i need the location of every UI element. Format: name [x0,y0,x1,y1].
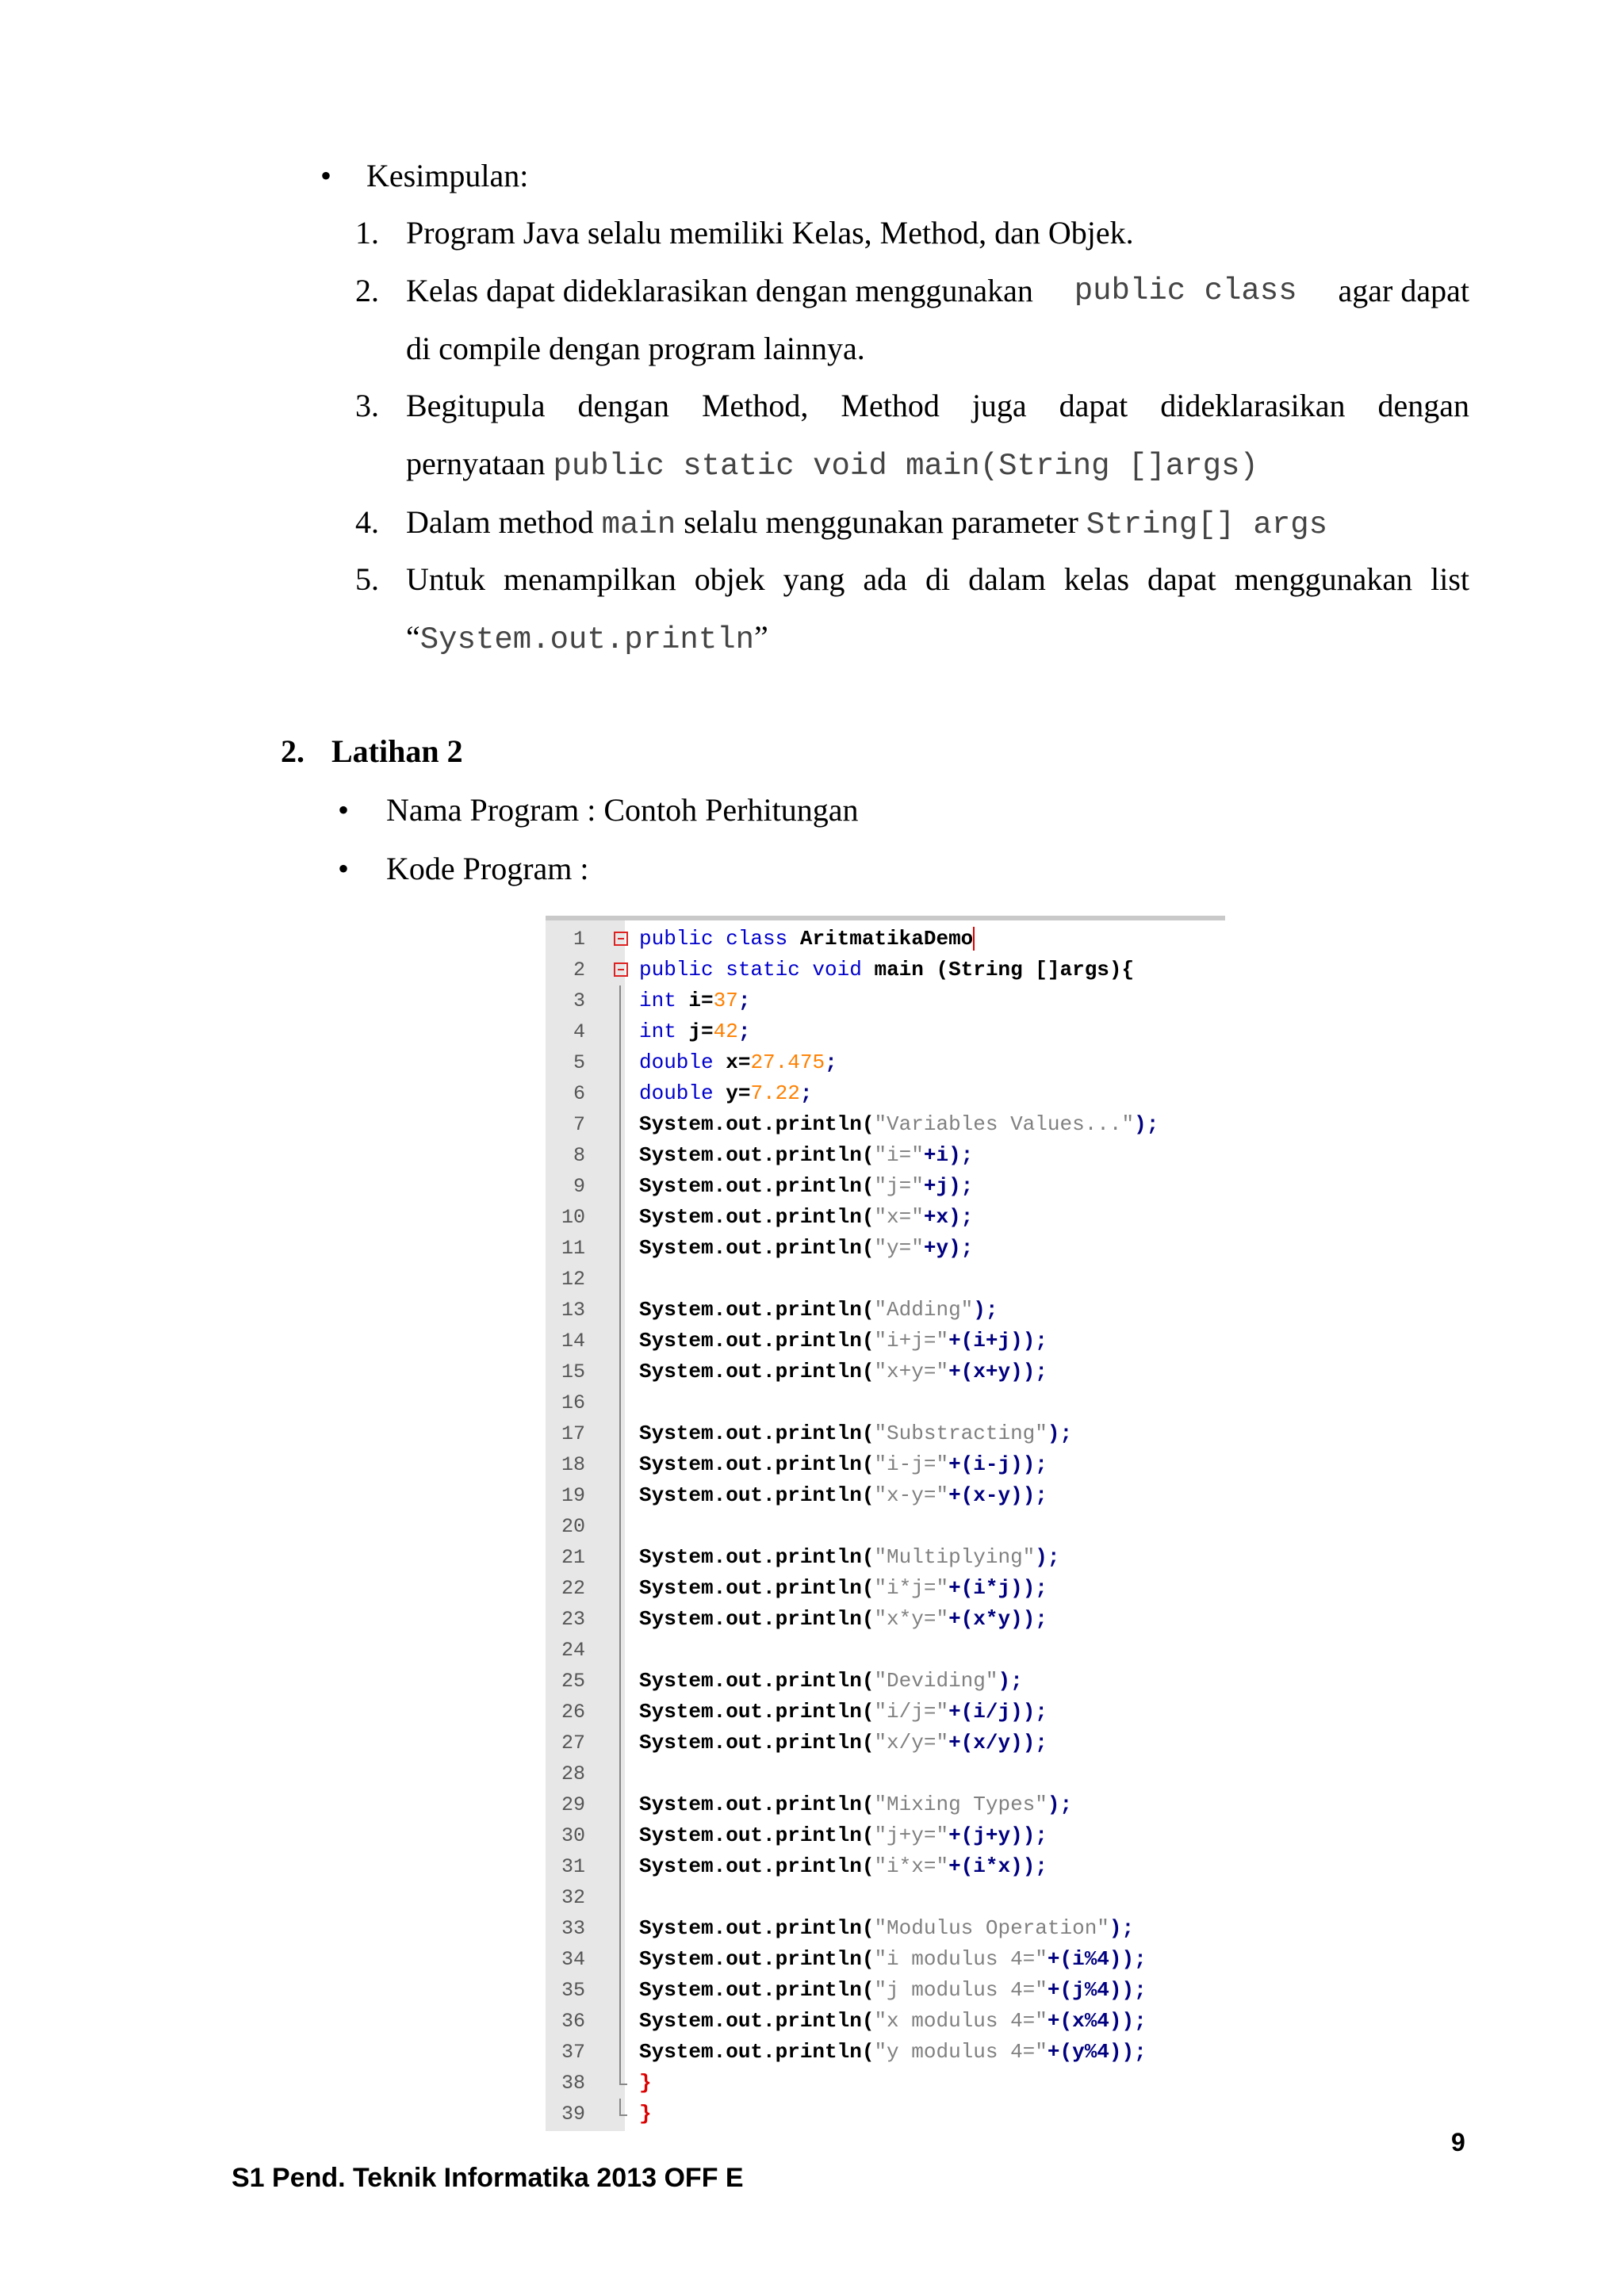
item-number: 1. [355,215,379,251]
fold-guide-line [619,1758,621,1789]
item-number: 2. [355,273,379,308]
code-line [546,1573,1225,1604]
code-text [639,2068,652,2099]
code-text [639,1295,998,1326]
conclusion-item-3 [355,387,1469,484]
code-text [639,1418,1072,1449]
method-call: System.out.println( [639,1576,875,1600]
string-literal: "i/j=" [874,1700,949,1724]
line-number: 30 [561,1824,585,1847]
fold-guide-line [619,1326,621,1357]
fold-guide-line [619,1728,621,1758]
code-line [546,1387,1225,1418]
code-line [546,1697,1225,1728]
fold-guide-line [619,1016,621,1047]
item-number: 5. [355,561,379,597]
expression: +(x+y)); [948,1360,1048,1383]
string-literal: "i*x=" [874,1854,949,1878]
method-call: System.out.println( [639,1205,875,1229]
method-call: System.out.println( [639,1174,875,1198]
inline-code: public static void main(String []args) [553,449,1258,484]
code-line [546,1728,1225,1758]
closing-brace: } [639,2071,652,2095]
line-number: 15 [561,1360,585,1383]
variable: y= [713,1081,751,1105]
code-text [639,2099,652,2130]
line-number: 11 [561,1237,585,1260]
line-number: 18 [561,1453,585,1476]
string-literal: "x modulus 4=" [874,2009,1048,2033]
code-line [546,1820,1225,1851]
item-text: agar dapat [1338,273,1469,308]
code-line [546,1789,1225,1820]
method-call: System.out.println( [639,2009,875,2033]
fold-guide-line [619,1387,621,1418]
method-call: System.out.println( [639,1823,875,1847]
fold-guide-line [619,1264,621,1295]
method-call: System.out.println( [639,1916,875,1940]
expression: ); [1047,1422,1073,1445]
string-literal: "Mixing Types" [874,1793,1048,1816]
code-line [546,1635,1225,1666]
fold-guide-line [619,1944,621,1975]
number-literal: 27.475 [750,1050,825,1074]
fold-collapse-icon [614,932,628,946]
line-number: 39 [561,2103,585,2126]
code-line [546,1016,1225,1047]
line-number: 32 [561,1886,585,1909]
code-text [639,1171,973,1202]
terminator: ; [737,989,751,1012]
string-literal: "Variables Values..." [874,1112,1135,1136]
inline-code: main [601,507,676,542]
footer-text: S1 Pend. Teknik Informatika 2013 OFF E [232,2163,744,2193]
string-literal: "i+j=" [874,1329,949,1353]
code-line [546,1480,1225,1511]
code-text [639,1604,1048,1635]
method-call: System.out.println( [639,1793,875,1816]
number-literal: 37 [713,989,738,1012]
code-line [546,1140,1225,1171]
method-call: System.out.println( [639,1854,875,1878]
bullet-dot: • [338,851,350,886]
code-line [546,1078,1225,1109]
text-cursor [973,927,975,951]
method-call: System.out.println( [639,1669,875,1693]
line-number: 29 [561,1793,585,1816]
fold-guide-line [619,1140,621,1171]
terminator: ; [825,1050,837,1074]
code-text [639,924,975,955]
code-line [546,2006,1225,2037]
close-quote: ” [754,619,768,655]
conclusion-item-5 [355,561,1469,657]
code-line [546,1666,1225,1697]
expression: +(x%4)); [1047,2009,1147,2033]
line-number: 17 [561,1422,585,1445]
method-call: System.out.println( [639,2040,875,2064]
code-line [546,1449,1225,1480]
fold-guide-line [619,1882,621,1913]
code-line [546,1047,1225,1078]
fold-guide-line [619,1573,621,1604]
string-literal: "x+y=" [874,1360,949,1383]
code-line [546,2099,1225,2130]
code-text [639,1851,1048,1882]
code-text [639,1047,837,1078]
method-call: System.out.println( [639,1947,875,1971]
program-name: Nama Program : Contoh Perhitungan [386,792,859,828]
string-literal: "Deviding" [874,1669,998,1693]
line-number: 2 [573,959,585,982]
string-literal: "y=" [874,1236,924,1260]
fold-guide-line [619,1171,621,1202]
line-number: 34 [561,1948,585,1971]
string-literal: "Multiplying" [874,1545,1036,1569]
code-text [639,2037,1147,2068]
inline-code: System.out.println [419,622,755,657]
line-number: 8 [573,1144,585,1167]
line-number: 25 [561,1670,585,1693]
code-text [639,1202,973,1233]
expression: +(j%4)); [1047,1978,1147,2002]
code-line [546,2037,1225,2068]
code-text [639,1016,750,1047]
expression: +(i*j)); [948,1576,1048,1600]
fold-guide-line [619,1295,621,1326]
string-literal: "j modulus 4=" [874,1978,1048,2002]
code-text [639,1480,1048,1511]
line-number: 10 [561,1206,585,1229]
fold-guide-line [619,1511,621,1542]
fold-guide-line [619,1202,621,1233]
expression: +(i+j)); [948,1329,1048,1353]
code-text [639,955,1134,985]
line-number: 33 [561,1917,585,1940]
string-literal: "Substracting" [874,1422,1048,1445]
line-number: 23 [561,1608,585,1631]
line-number: 19 [561,1484,585,1507]
code-text [639,2006,1147,2037]
expression: ); [998,1669,1023,1693]
code-line [546,1851,1225,1882]
code-text [639,1078,812,1109]
method-call: System.out.println( [639,1112,875,1136]
code-text [639,1542,1060,1573]
code-line [546,1975,1225,2006]
string-literal: "x-y=" [874,1483,949,1507]
fold-guide-line [619,1635,621,1666]
code-text [639,1820,1048,1851]
expression: +(x*y)); [948,1607,1048,1631]
method-call: System.out.println( [639,1422,875,1445]
keyword: public class [639,927,788,951]
fold-guide-line [619,1789,621,1820]
item-line-2: di compile dengan program lainnya. [406,331,865,366]
code-line [546,1357,1225,1387]
method-call: System.out.println( [639,1360,875,1383]
string-literal: "x=" [874,1205,924,1229]
expression: +(i-j)); [948,1452,1048,1476]
item-number: 3. [355,388,379,423]
item-text: Dalam method [406,504,594,540]
item-text: Kelas dapat dideklarasikan dengan menggunakan [406,273,1033,308]
method-call: System.out.println( [639,1731,875,1755]
code-line [546,1202,1225,1233]
code-text [639,1728,1048,1758]
code-text [639,985,750,1016]
expression: ); [973,1298,998,1322]
fold-guide-line [619,1418,621,1449]
line-number: 5 [573,1051,585,1074]
code-line [546,1418,1225,1449]
item-text: Program Java selalu memiliki Kelas, Method, dan Objek. [406,215,1134,251]
conclusion-heading: Kesimpulan: [366,158,529,193]
line-number: 37 [561,2041,585,2064]
code-line [546,1882,1225,1913]
item-line-2 [406,445,1469,485]
bullet-dot: • [320,158,332,193]
code-line [546,1758,1225,1789]
open-quote: “ [406,619,420,655]
expression: +(j+y)); [948,1823,1048,1847]
code-text [639,1449,1048,1480]
code-line [546,1604,1225,1635]
item-text: pernyataan [406,446,546,481]
inline-code: String[] args [1086,507,1328,542]
method-call: System.out.println( [639,1236,875,1260]
item-text: selalu menggunakan parameter [684,504,1078,540]
fold-guide-line [619,1109,621,1140]
code-text [639,1697,1048,1728]
expression: +(x/y)); [948,1731,1048,1755]
fold-guide-line [619,1480,621,1511]
line-number: 36 [561,2010,585,2033]
fold-guide-line [619,985,621,1016]
string-literal: "Modulus Operation" [874,1916,1109,1940]
code-text [639,1666,1023,1697]
fold-guide-line [619,1233,621,1264]
expression: ); [1035,1545,1060,1569]
code-line [546,1233,1225,1264]
method-call: System.out.println( [639,1700,875,1724]
keyword: double [639,1050,714,1074]
code-line [546,924,1225,955]
line-number: 31 [561,1855,585,1878]
conclusion-item-2 [355,272,1469,366]
string-literal: "x/y=" [874,1731,949,1755]
expression: ); [1134,1112,1159,1136]
code-text [639,1109,1159,1140]
line-number: 35 [561,1979,585,2002]
line-number: 14 [561,1330,585,1353]
code-line [546,1326,1225,1357]
fold-guide-line [619,1449,621,1480]
code-line [546,1944,1225,1975]
line-number: 1 [573,928,585,951]
fold-guide-line [619,1078,621,1109]
line-number: 12 [561,1268,585,1291]
expression: +x); [923,1205,974,1229]
line-number: 21 [561,1546,585,1569]
item-line-1: Begitupula dengan Method, Method juga dapat dideklarasikan dengan [406,388,1469,423]
program-code-label: Kode Program : [386,851,589,886]
string-literal: "i*j=" [874,1576,949,1600]
line-number: 20 [561,1515,585,1538]
terminator: ; [737,1020,751,1043]
keyword: double [639,1081,714,1105]
code-text [639,1573,1048,1604]
variable: i= [676,989,714,1012]
keyword: int [639,1020,676,1043]
expression: +y); [923,1236,974,1260]
expression: ); [1109,1916,1135,1940]
code-text [639,1233,973,1264]
number-literal: 42 [713,1020,738,1043]
code-line [546,1913,1225,1944]
code-line [546,955,1225,985]
item-line-1: Untuk menampilkan objek yang ada di dalam kelas dapat menggunakan list [406,561,1469,597]
code-line [546,985,1225,1016]
expression: +(i/j)); [948,1700,1048,1724]
line-number: 7 [573,1113,585,1136]
line-number: 24 [561,1639,585,1662]
method-call: System.out.println( [639,1329,875,1353]
fold-guide-line [619,1697,621,1728]
identifier: AritmatikaDemo [787,927,974,951]
fold-guide-line [619,1542,621,1573]
fold-end-marker [619,2099,627,2116]
section-number: 2. [281,733,304,769]
fold-guide-line [619,1666,621,1697]
code-text [639,1944,1147,1975]
line-number: 13 [561,1299,585,1322]
line-number: 26 [561,1701,585,1724]
expression: ); [1047,1793,1073,1816]
line-number: 6 [573,1082,585,1105]
closing-brace: } [639,2102,652,2126]
item-number: 4. [355,504,379,540]
line-number: 38 [561,2072,585,2095]
code-line [546,2068,1225,2099]
line-number: 9 [573,1175,585,1198]
variable: j= [676,1020,714,1043]
expression: +(y%4)); [1047,2040,1147,2064]
expression: +i); [923,1143,974,1167]
code-text [639,1357,1048,1387]
method-call: System.out.println( [639,1545,875,1569]
line-number: 22 [561,1577,585,1600]
string-literal: "i=" [874,1143,924,1167]
expression: +(x-y)); [948,1483,1048,1507]
code-line [546,1264,1225,1295]
code-text [639,1975,1147,2006]
variable: x= [713,1050,751,1074]
string-literal: "i-j=" [874,1452,949,1476]
number-literal: 7.22 [750,1081,800,1105]
fold-guide-line [619,1975,621,2006]
fold-guide-line [619,2037,621,2068]
line-number: 4 [573,1020,585,1043]
code-line [546,1171,1225,1202]
string-literal: "j=" [874,1174,924,1198]
line-number: 3 [573,989,585,1012]
string-literal: "y modulus 4=" [874,2040,1048,2064]
code-line [546,1109,1225,1140]
code-text [639,1913,1134,1944]
line-number: 27 [561,1732,585,1755]
bullet-dot: • [338,792,350,828]
keyword: int [639,989,676,1012]
terminator: ; [799,1081,813,1105]
identifier: main (String []args){ [861,958,1135,982]
method-call: System.out.println( [639,1483,875,1507]
method-call: System.out.println( [639,1298,875,1322]
item-line-2 [406,618,1469,659]
section-title-text: Latihan 2 [331,733,463,769]
fold-guide-line [619,1047,621,1078]
fold-end-marker [619,2068,627,2085]
string-literal: "j+y=" [874,1823,949,1847]
line-number: 16 [561,1391,585,1414]
method-call: System.out.println( [639,1143,875,1167]
inline-code: public class [1074,274,1297,308]
fold-collapse-icon [614,962,628,977]
expression: +(i*x)); [948,1854,1048,1878]
editor-top-border [546,916,1225,920]
code-editor [546,916,1225,2131]
line-number: 28 [561,1762,585,1785]
code-line [546,1295,1225,1326]
code-text [639,1789,1072,1820]
expression: +j); [923,1174,974,1198]
code-text [639,1140,973,1171]
code-text [639,1326,1048,1357]
fold-guide-line [619,1820,621,1851]
fold-guide-line [619,1851,621,1882]
code-line [546,1511,1225,1542]
item-line-1 [406,503,1469,544]
string-literal: "Adding" [874,1298,974,1322]
fold-guide-line [619,1604,621,1635]
method-call: System.out.println( [639,1978,875,2002]
string-literal: "x*y=" [874,1607,949,1631]
method-call: System.out.println( [639,1607,875,1631]
keyword: public static void [639,958,862,982]
page-number: 9 [1451,2128,1465,2156]
item-line-1 [406,272,1469,310]
code-line [546,1542,1225,1573]
string-literal: "i modulus 4=" [874,1947,1048,1971]
method-call: System.out.println( [639,1452,875,1476]
fold-guide-line [619,2006,621,2037]
expression: +(i%4)); [1047,1947,1147,1971]
fold-guide-line [619,1913,621,1944]
fold-guide-line [619,1357,621,1387]
